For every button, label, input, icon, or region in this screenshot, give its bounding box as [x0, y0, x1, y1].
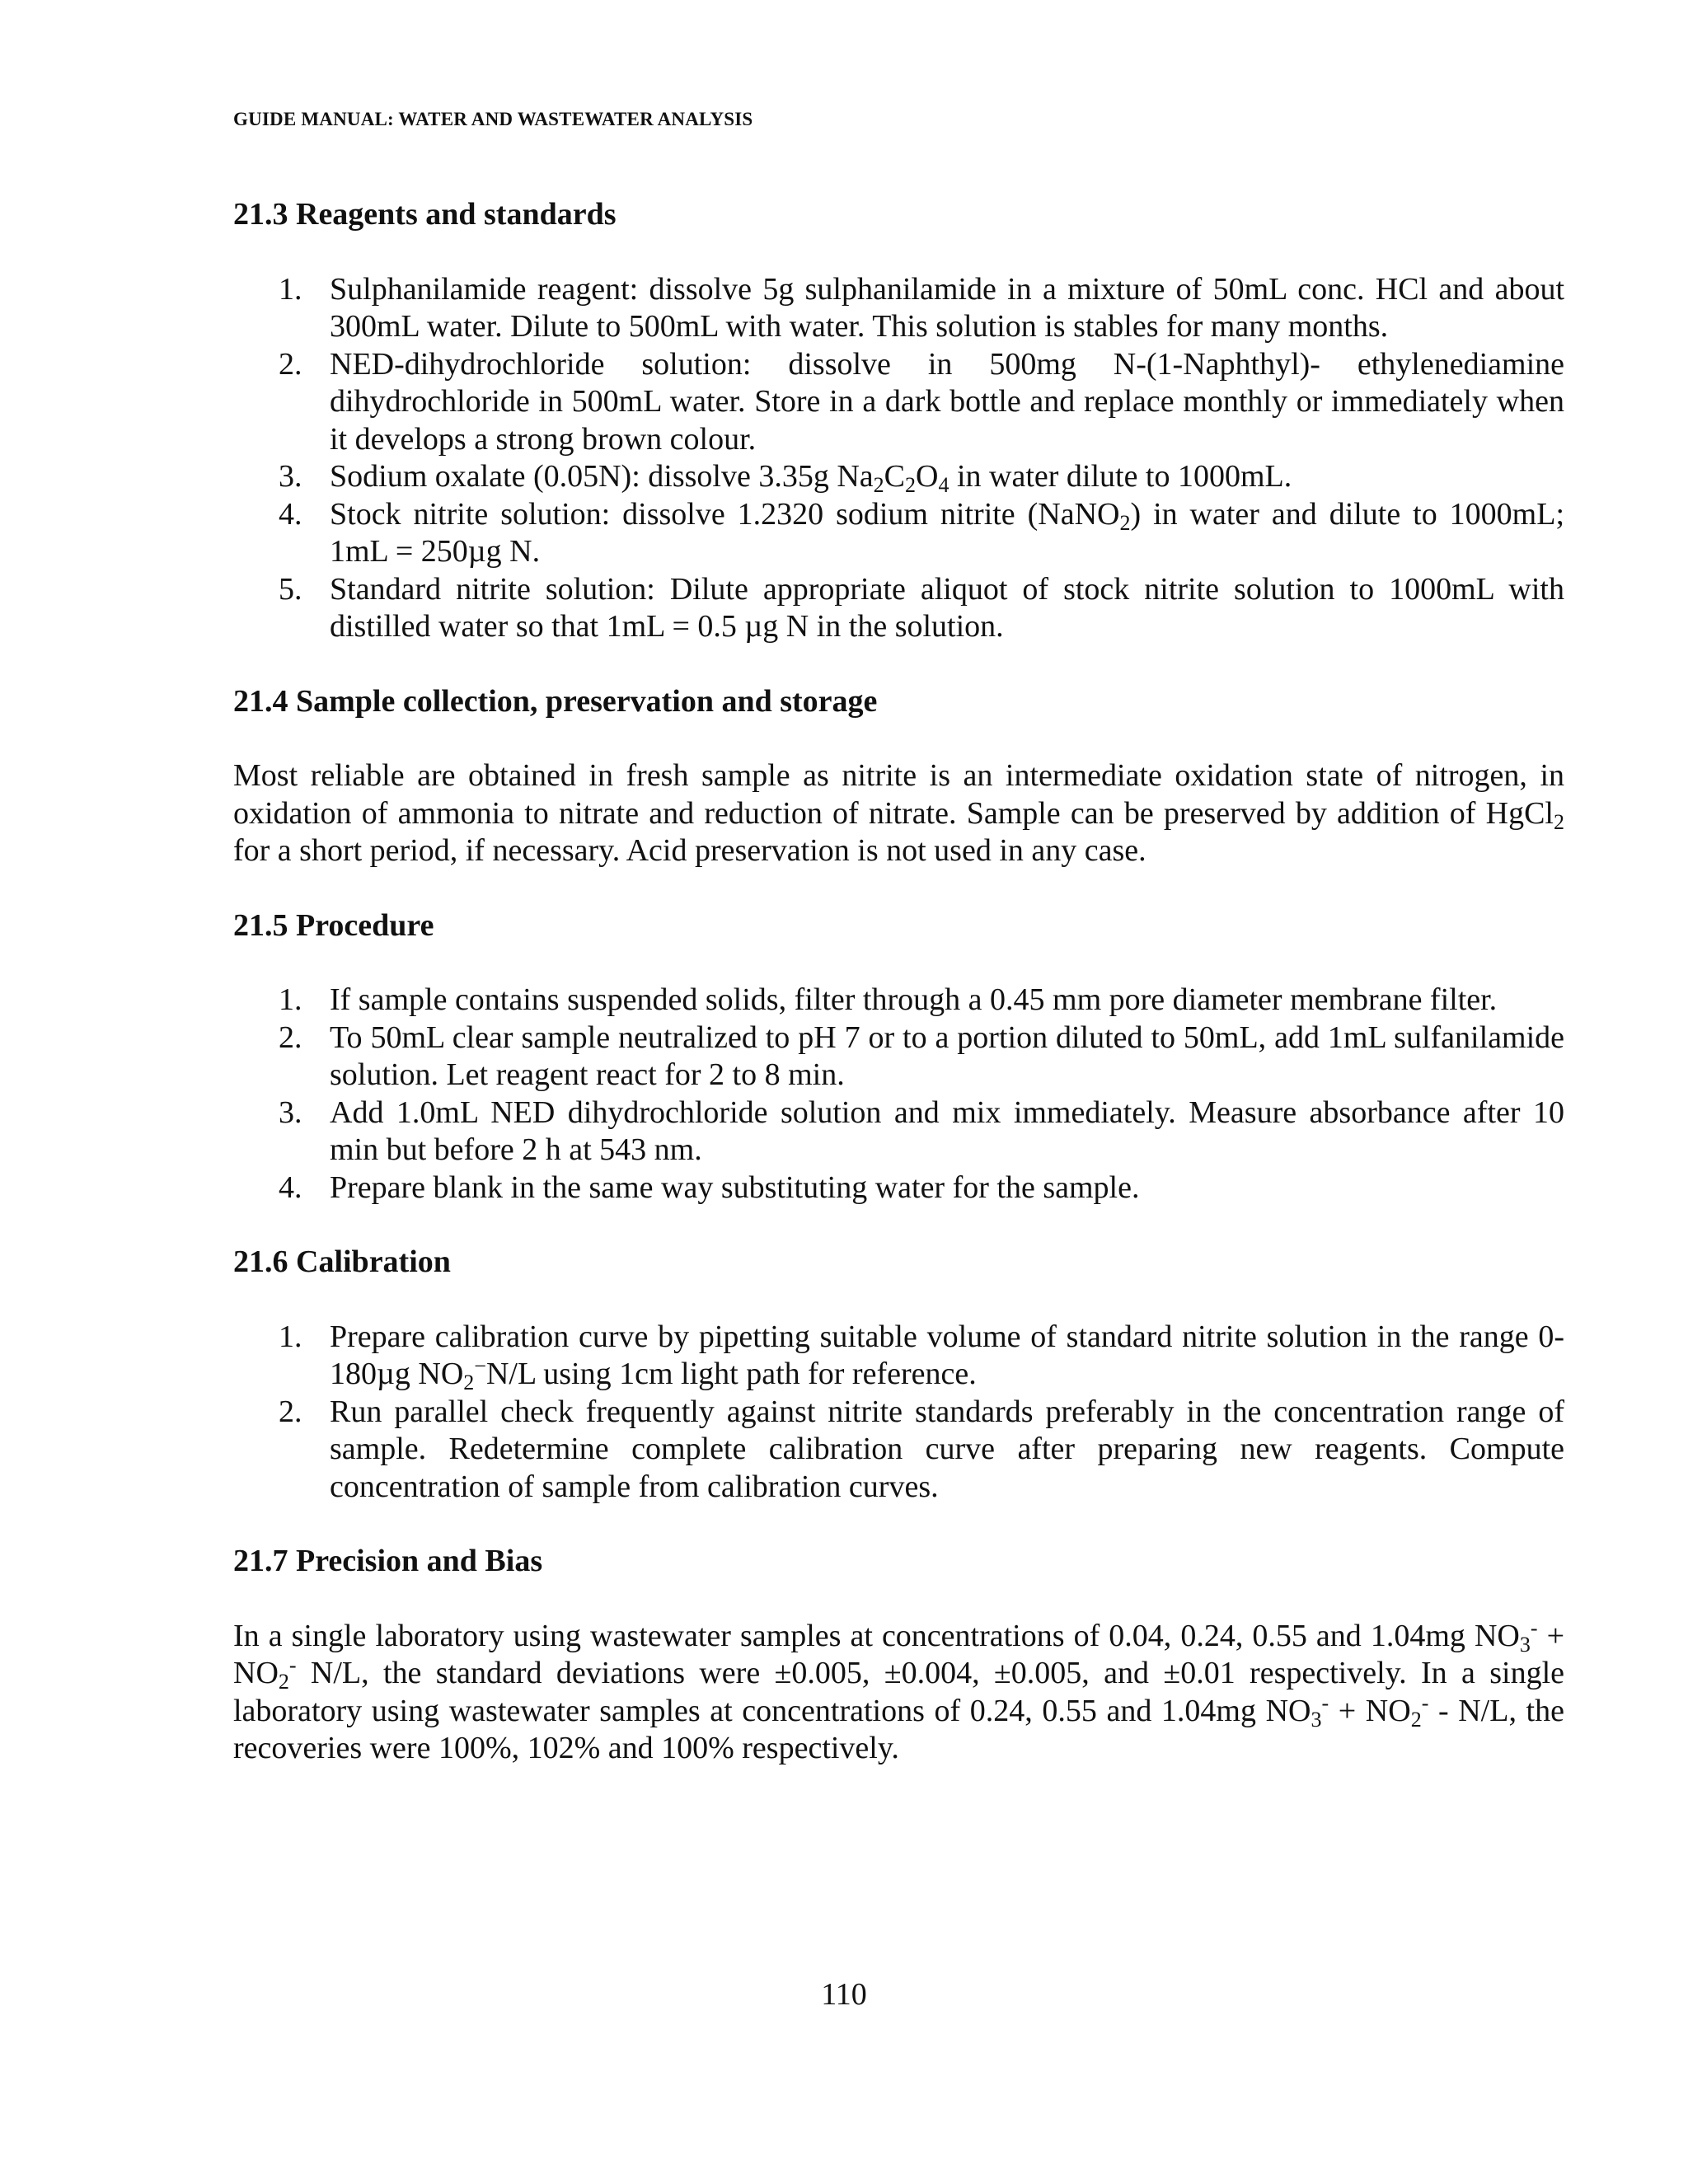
section-heading-sample-collection: 21.4 Sample collection, preservation and storage: [233, 683, 878, 719]
list-number: 4.: [279, 1169, 302, 1205]
procedure-list: [233, 982, 1564, 1207]
list-item: [233, 982, 1564, 1019]
list-item: [233, 346, 1564, 459]
list-text: To 50mL clear sample neutralized to pH 7 or to a portion diluted to 50mL, add 1mL sulfanilamide solution. Let reagent react for 2 to 8 min.: [330, 1019, 1564, 1092]
section-reagents: [233, 196, 1564, 646]
section-heading-calibration: 21.6 Calibration: [233, 1244, 451, 1279]
list-number: 2.: [279, 1019, 302, 1055]
list-number: 2.: [279, 1394, 302, 1429]
running-header: GUIDE MANUAL: WATER AND WASTEWATER ANALYSIS: [233, 109, 753, 129]
section-sample-collection: [233, 683, 1564, 870]
list-text: Add 1.0mL NED dihydrochloride solution and mix immediately. Measure absorbance after 10 min but before 2 h at 543 nm.: [330, 1094, 1564, 1167]
page-number: 110: [821, 1977, 867, 2012]
list-text: If sample contains suspended solids, filter through a 0.45 mm pore diameter membrane filter.: [330, 982, 1498, 1017]
reagents-list: [233, 271, 1564, 646]
list-text: Sodium oxalate (0.05N): dissolve 3.35g $Na_2C_2O_4$ in water dilute to 1000mL.: [330, 459, 1292, 497]
sample-paragraph: Most reliable are obtained in fresh sample as nitrite is an intermediate oxidation state of nitrogen, in oxidation of ammonia to nitrate and reduction of nitrate. Sample can be preserved by addition of HgCl$_2$ for a short period, if necessary. Acid preservation is not used in any case.: [233, 758, 1564, 868]
list-text: Run parallel check frequently against nitrite standards preferably in the concentration range of sample. Redetermine complete calibration curve after preparing new reagents. Compute concentration of sample from calibration curves.: [330, 1394, 1564, 1504]
list-number: 1.: [279, 982, 302, 1017]
list-item: [233, 1094, 1564, 1169]
list-number: 3.: [279, 1094, 302, 1130]
list-text: Stock nitrite solution: dissolve 1.2320 sodium nitrite (NaNO$_2$) in water and dilute to 1000mL; 1mL = 250µg N.: [330, 496, 1564, 569]
list-item: [233, 1394, 1564, 1507]
list-text: Prepare calibration curve by pipetting suitable volume of standard nitrite solution in the range 0-180µg $NO_2^-N/L$ using 1cm light path for reference.: [330, 1319, 1564, 1394]
section-procedure: [233, 907, 1564, 1207]
list-number: 4.: [279, 496, 302, 532]
list-number: 2.: [279, 346, 302, 382]
list-text: Prepare blank in the same way substituting water for the sample.: [330, 1169, 1140, 1205]
list-item: [233, 458, 1564, 496]
list-number: 1.: [279, 1319, 302, 1354]
page-content: [233, 196, 1564, 1768]
list-number: 1.: [279, 271, 302, 307]
list-item: [233, 271, 1564, 346]
list-item: [233, 496, 1564, 571]
list-item: [233, 1319, 1564, 1394]
list-text: NED-dihydrochloride solution: dissolve in 500mg N-(1-Naphthyl)- ethylenediamine dihydrochloride in 500mL water. Store in a dark bottle and replace monthly or immediately when it develops a strong brown colour.: [330, 346, 1564, 457]
list-number: 3.: [279, 459, 302, 494]
list-item: [233, 571, 1564, 646]
list-text: Standard nitrite solution: Dilute appropriate aliquot of stock nitrite solution to 1000mL with distilled water so that 1mL = 0.5 µg N in the solution.: [330, 571, 1564, 644]
section-calibration: [233, 1244, 1564, 1506]
section-heading-procedure: 21.5 Procedure: [233, 907, 434, 943]
section-heading-reagents: 21.3 Reagents and standards: [233, 197, 617, 232]
list-item: [233, 1169, 1564, 1207]
calibration-list: [233, 1319, 1564, 1507]
precision-paragraph: In a single laboratory using wastewater samples at concentrations of 0.04, 0.24, 0.55 and 1.04mg $NO_3^- + NO_2^-$ N/L, the standard deviations were ±0.005, ±0.004, ±0.005, and ±0.01 respectively. In a single laboratory using wastewater samples at concentrations of 0.24, 0.55 and 1.04mg $NO_3^- + NO_2^- - N/L$, the recoveries were 100%, 102% and 100% respectively.: [233, 1615, 1564, 1765]
list-number: 5.: [279, 571, 302, 607]
section-precision-bias: [233, 1543, 1564, 1768]
list-text: Sulphanilamide reagent: dissolve 5g sulphanilamide in a mixture of 50mL conc. HCl and about 300mL water. Dilute to 500mL with water. This solution is stables for many months.: [330, 271, 1564, 344]
list-item: [233, 1019, 1564, 1094]
section-heading-precision-bias: 21.7 Precision and Bias: [233, 1544, 543, 1578]
